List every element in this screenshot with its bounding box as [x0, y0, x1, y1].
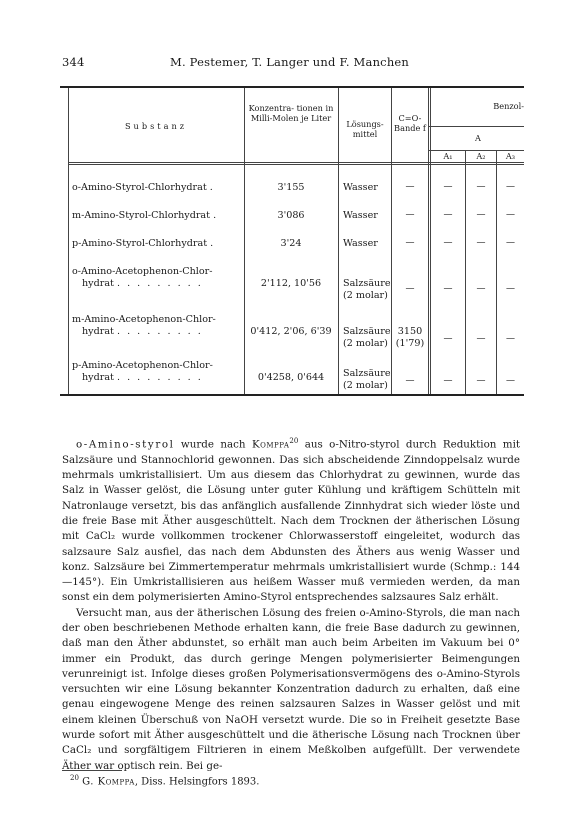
row-solvent: Salzsäure (2 molar) — [343, 278, 391, 301]
row-a2: — — [476, 334, 486, 344]
row-concentration: 3'155 — [277, 182, 305, 193]
header-a1: A₁ — [443, 151, 453, 161]
row-substance: p-Amino-Styrol-Chlorhydrat . — [72, 238, 216, 249]
header-benzol: Benzol- — [493, 101, 524, 111]
row-a3: — — [506, 334, 515, 344]
running-title: M. Pestemer, T. Langer und F. Manchen — [170, 55, 410, 69]
row-co-band: — — [405, 238, 415, 248]
row-substance: p-Amino-Acetophenon-Chlor- hydrat . . . . . . . . . — [72, 360, 213, 383]
row-a1: — — [443, 376, 453, 386]
footnote-rule — [62, 770, 122, 771]
paragraph-2: Versucht man, aus der ätherischen Lösung des freien o-Amino-Styrols, die man nach der oben beschriebenen Methode erhalten kann, die freie Base dadurch zu gewinnen, daß man den Äther abdunstet, so erhält man auch beim Arbeiten im Vakuum bei 0° immer ein Produkt, das durch geringe Mengen polymerisierter Beimengungen verunreinigt ist. Infolge dieses großen Polymerisationsvermögens des o-Amino-Styrols versuchten wir eine Lösung bekannter Konzentration dadurch zu erhalten, daß eine genau eingewogene Menge des reinen salzsauren Salzes in Wasser gelöst und mit einem kleinen Überschuß von NaOH versetzt wurde. Die so in Freiheit gesetzte Base wurde sofort mit Äther ausgeschüttelt und die ätherische Lösung nach Trocknen über CaCl₂ und sorgfältigem Filtrieren in einem Meßkolben aufgefüllt. Der verwendete Äther war optisch rein. Bei ge- — [62, 606, 520, 772]
row-substance: o-Amino-Styrol-Chlorhydrat . — [72, 182, 215, 193]
row-solvent: Wasser — [343, 210, 378, 221]
row-a3: — — [506, 238, 515, 248]
row-a3: — — [506, 284, 515, 294]
row-solvent: Salzsäure (2 molar) — [343, 326, 391, 349]
row-concentration: 0'412, 2'06, 6'39 — [250, 326, 332, 337]
row-substance: o-Amino-Acetophenon-Chlor- hydrat . . . . . . . . . — [72, 266, 213, 289]
footnote: $^{20}$ G. Komppa, Diss. Helsingfors 1893. — [70, 774, 260, 788]
row-substance: m-Amino-Styrol-Chlorhydrat . — [72, 210, 219, 221]
table-col-divider — [338, 88, 339, 394]
body-text — [62, 434, 520, 774]
header-a3: A₃ — [505, 151, 516, 161]
paragraph-1: o-Amino-styrol wurde nach Komppa$^{20}$ aus o-Nitro-styrol durch Reduktion mit Salzsäure und Stannochlorid gewonnen. Das sich abscheidende Zinndoppelsalz wurde mehrmals umkristallisiert. Um aus diesem das Chlorhydrat zu gewinnen, wurde das Salz in Wasser gelöst, die Lösung unter guter Kühlung und kräftigem Schütteln mit Natronlauge versetzt, bis das anfänglich ausfallende Zinnhydrat sich wieder löste und die freie Base mit Äther ausgeschüttelt. Nach dem Trocknen der ätherischen Lösung mit CaCl₂ wurde vollkommen trockener Chlorwasserstoff eingeleitet, wodurch das salzsaure Salz ausfiel, das nach dem Abdunsten des Äthers aus wenig Wasser und konz. Salzsäure bei Zimmertemperatur mehrmals umkristallisiert wurde (Schmp.: 144—145°). Ein Umkristallisieren aus heißem Wasser muß vermieden werden, da man sonst ein dem polymerisierten Amino-Styrol entsprechendes salzsaures Salz erhält. — [62, 437, 521, 604]
row-a1: — — [443, 284, 453, 294]
row-a1: — — [443, 334, 453, 344]
row-a1: — — [443, 238, 453, 248]
page-number: 344 — [62, 55, 85, 69]
row-co-band: — — [405, 210, 415, 220]
row-a1: — — [443, 182, 453, 192]
header-konzentration: Konzentra- tionen in Milli-Molen je Liter — [248, 103, 334, 123]
table-header-rule — [68, 162, 524, 165]
row-a2: — — [476, 182, 486, 192]
row-concentration: 0'4258, 0'644 — [257, 372, 325, 383]
row-a2: — — [476, 210, 486, 220]
row-concentration: 3'24 — [280, 238, 302, 249]
row-a3: — — [506, 182, 515, 192]
row-co-band: — — [405, 182, 415, 192]
row-a2: — — [476, 376, 486, 386]
row-concentration: 2'112, 10'56 — [260, 278, 322, 289]
row-a1: — — [443, 210, 453, 220]
row-solvent: Salzsäure (2 molar) — [343, 368, 391, 391]
header-a: A — [475, 133, 481, 143]
row-solvent: Wasser — [343, 238, 378, 249]
row-a3: — — [506, 210, 515, 220]
row-solvent: Wasser — [343, 182, 378, 193]
table-border-left — [68, 88, 69, 394]
row-co-band: 3150 (1'79) — [395, 326, 425, 349]
row-a3: — — [506, 376, 515, 386]
header-co-bande: C=O- Bande f — [394, 113, 426, 133]
header-a2: A₂ — [476, 151, 486, 161]
table-subheader-line — [428, 126, 524, 127]
row-a2: — — [476, 284, 486, 294]
header-substanz: Substanz — [124, 121, 188, 131]
data-table — [60, 86, 524, 396]
row-substance: m-Amino-Acetophenon-Chlor- hydrat . . . . . . . . . — [72, 314, 216, 337]
row-co-band: — — [405, 284, 415, 294]
header-loesungsmittel: Lösungs- mittel — [346, 119, 384, 139]
row-co-band: — — [405, 376, 415, 386]
row-a2: — — [476, 238, 486, 248]
row-concentration: 3'086 — [277, 210, 305, 221]
